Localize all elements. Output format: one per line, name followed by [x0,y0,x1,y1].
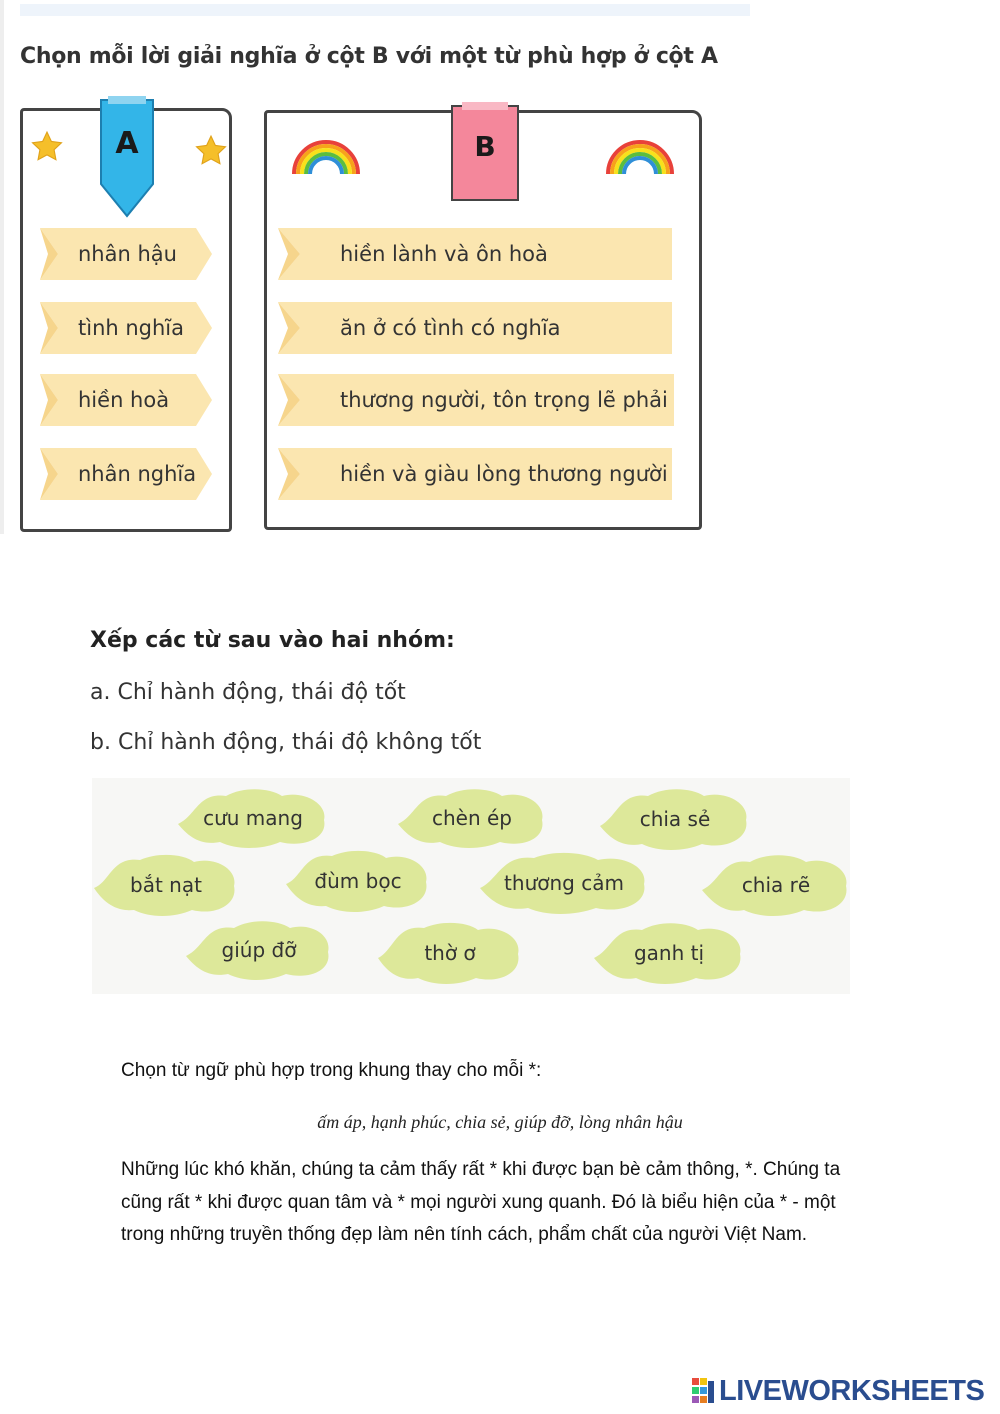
word-leaf-text: ganh tị [633,941,705,965]
top-bar [20,4,750,16]
logo-text: LIVEWORKSHEETS [719,1374,985,1407]
rainbow-icon [604,130,676,174]
column-a-text: nhân nghĩa [78,462,197,486]
column-b-text: thương người, tôn trọng lẽ phải [340,388,668,412]
liveworksheets-logo[interactable] [692,1374,984,1408]
left-rule [0,0,4,534]
word-leaf-text: chèn ép [431,806,512,830]
column-b-item[interactable] [278,446,672,502]
column-a-item[interactable] [40,300,212,356]
column-b-text: hiền lành và ôn hoà [340,242,548,266]
column-b-item[interactable] [278,372,674,428]
column-a-tag [98,96,156,220]
word-leaf[interactable] [286,848,430,914]
word-leaf[interactable] [702,852,850,918]
word-bank: ấm áp, hạnh phúc, chia sẻ, giúp đỡ, lòng nhân hậu [317,1112,683,1132]
column-a-item[interactable] [40,372,212,428]
column-b-label: B [474,130,496,163]
word-leaves-panel [92,778,850,994]
column-a-label: A [115,126,139,161]
column-b-text: hiền và giàu lòng thương người [340,462,668,486]
star-icon [30,130,64,164]
word-leaf[interactable] [398,786,546,850]
word-leaf-text: đùm bọc [314,869,402,893]
word-leaf[interactable] [94,852,238,918]
word-leaf[interactable] [480,850,648,916]
word-leaf[interactable] [186,918,332,982]
matching-exercise [0,0,752,536]
word-leaf-text: thờ ơ [424,941,476,965]
word-leaf[interactable] [178,786,328,850]
group-b-label: b. Chỉ hành động, thái độ không tốt [90,730,482,755]
word-leaf-text: thương cảm [504,871,624,895]
word-leaf[interactable] [600,786,750,852]
rainbow-icon [290,130,362,174]
column-b-text: ăn ở có tình có nghĩa [340,316,561,340]
column-a-text: hiền hoà [78,388,170,412]
word-leaf-text: cưu mang [203,806,303,830]
word-leaf-text: giúp đỡ [221,938,297,962]
column-b-item[interactable] [278,226,672,282]
word-leaf-text: chia rẽ [741,873,811,897]
word-leaf-text: chia sẻ [639,807,711,831]
fill-in-paragraph: Những lúc khó khăn, chúng ta cảm thấy rất * khi được bạn bè cảm thông, *. Chúng ta cũng rất * khi được quan tâm và * mọi người xung quanh. Đó là biểu hiện của * - một trong những truyền thống đẹp làm nên tính cách, phẩm chất của người Việt Nam. [121,1159,841,1245]
exercise2-heading: Xếp các từ sau vào hai nhóm: [90,628,455,653]
star-icon [194,134,228,168]
liveworksheets-mark-icon [692,1378,716,1404]
exercise1-title: Chọn mỗi lời giải nghĩa ở cột B với một từ phù hợp ở cột A [20,44,718,69]
word-leaf[interactable] [594,920,744,986]
word-leaf[interactable] [378,920,522,986]
column-a-text: nhân hậu [78,242,177,266]
column-b-tag [450,102,520,202]
column-b-item[interactable] [278,300,672,356]
word-leaf-text: bắt nạt [130,873,202,897]
group-a-label: a. Chỉ hành động, thái độ tốt [90,680,406,705]
column-a-item[interactable] [40,446,212,502]
exercise3-instruction: Chọn từ ngữ phù hợp trong khung thay cho mỗi *: [121,1060,542,1081]
column-a-text: tình nghĩa [78,316,185,340]
column-a-item[interactable] [40,226,212,282]
